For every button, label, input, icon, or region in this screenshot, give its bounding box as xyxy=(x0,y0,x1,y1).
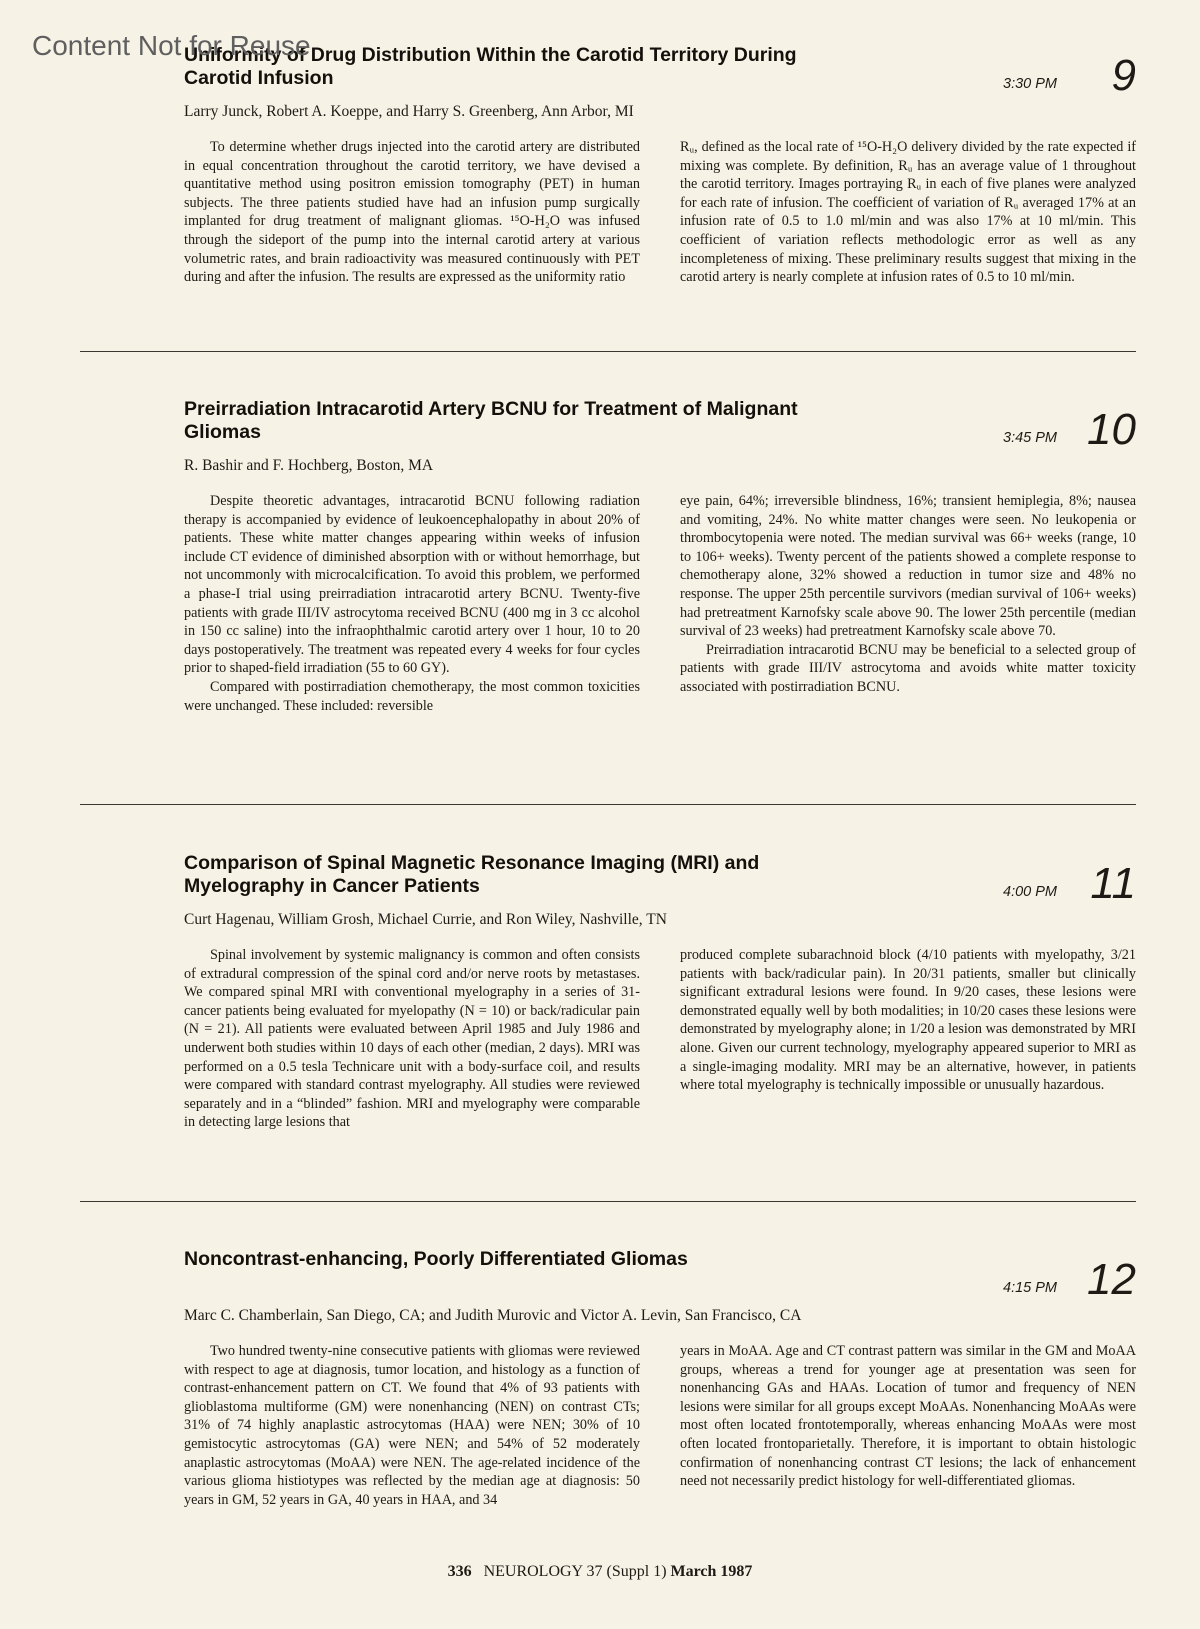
abstract-title: Noncontrast-enhancing, Poorly Differentiated Gliomas xyxy=(184,1248,688,1270)
paragraph: Preirradiation intracarotid BCNU may be beneficial to a selected group of patients with grade III/IV astrocytoma and avoids white matter toxicity associated with postirradiation BCNU. xyxy=(680,641,1136,695)
left-column xyxy=(184,946,640,1132)
section-divider xyxy=(80,1201,1136,1202)
page-footer xyxy=(0,1563,1200,1581)
abstract-title: Preirradiation Intracarotid Artery BCNU for Treatment of Malignant Gliomas xyxy=(184,398,798,443)
abstract-body xyxy=(184,1342,1136,1509)
session-time: 4:00 PM xyxy=(1003,884,1057,900)
left-column xyxy=(184,138,640,287)
abstract-header xyxy=(184,1248,1136,1304)
issue-date: March 1987 xyxy=(670,1563,753,1580)
session-time: 3:45 PM xyxy=(1003,430,1057,446)
abstract-12 xyxy=(184,1248,1136,1509)
right-column xyxy=(680,492,1136,715)
abstract-body xyxy=(184,138,1136,287)
right-column xyxy=(680,1342,1136,1509)
page-number: 336 xyxy=(447,1563,472,1580)
paragraph: years in MoAA. Age and CT contrast pattern was similar in the GM and MoAA groups, whereas a trend for younger age at presentation was seen for nonenhancing GAs and HAAs. Location of tumor and frequency of NEN lesions were similar for all groups except MoAAs. Nonenhancing MoAAs were most often located frontotemporally, whereas enhancing MoAAs were most often located frontoparietally. Therefore, it is important to obtain histologic confirmation of nonenhancing contrast CT lesions; the lack of enhancement need not necessarily predict histology for well-differentiated gliomas. xyxy=(680,1343,1136,1490)
session-time: 3:30 PM xyxy=(1003,76,1057,92)
paragraph: Rᵤ, defined as the local rate of ¹⁵O-H₂O delivery divided by the rate expected if mixing was complete. By definition, Rᵤ has an average value of 1 throughout the carotid territory. Images portraying Rᵤ in each of five planes were analyzed for each rate of infusion. The coefficient of variation of Rᵤ averaged 17% at an infusion rate of 0.5 to 1.0 ml/min and was also 17% at 10 ml/min. This coefficient of variation reflects methodologic error as well as any incompleteness of mixing. These preliminary results suggest that mixing in the carotid artery is nearly complete at infusion rates of 0.5 to 10 ml/min. xyxy=(680,139,1136,286)
abstract-title: Comparison of Spinal Magnetic Resonance Imaging (MRI) and Myelography in Cancer Patients xyxy=(184,852,760,897)
abstract-11 xyxy=(184,852,1136,1132)
abstract-number: 12 xyxy=(1087,1255,1136,1304)
right-column xyxy=(680,138,1136,287)
paragraph: Spinal involvement by systemic malignancy is common and often consists of extradural compression of the spinal cord and/or nerve roots by metastases. We compared spinal MRI with conventional myelography in a series of 31-cancer patients being evaluated for myelopathy (N = 10) or back/radicular pain (N = 21). All patients were evaluated between April 1985 and July 1986 and underwent both studies within 10 days of each other (median, 2 days). MRI was performed on a 0.5 tesla Technicare unit with a body-surface coil, and results were compared with standard contrast myelography. All studies were reviewed separately and in a “blinded” fashion. MRI and myelography were comparable in detecting large lesions that xyxy=(184,947,640,1131)
abstract-header xyxy=(184,398,1136,454)
abstract-authors: R. Bashir and F. Hochberg, Boston, MA xyxy=(184,457,434,474)
abstract-9 xyxy=(184,44,1136,287)
right-column xyxy=(680,946,1136,1132)
paragraph: Compared with postirradiation chemotherapy, the most common toxicities were unchanged. These included: reversible xyxy=(184,678,640,714)
abstract-10 xyxy=(184,398,1136,715)
abstract-body xyxy=(184,946,1136,1132)
paragraph: To determine whether drugs injected into the carotid artery are distributed in equal concentration throughout the carotid territory, we have devised a quantitative method using positron emission tomography (PET) in human subjects. The three patients studied have had an infusion pump surgically implanted for drug treatment of malignant gliomas. ¹⁵O-H₂O was infused through the sideport of the pump into the internal carotid artery at various volumetric rates, and brain radioactivity was measured continuously with PET during and after the infusion. The results are expressed as the uniformity ratio xyxy=(184,139,640,286)
section-divider xyxy=(80,804,1136,805)
paragraph: produced complete subarachnoid block (4/10 patients with myelopathy, 3/21 patients with back/radicular pain). In 20/31 patients, smaller but clinically significant extradural lesions were found. In 9/20 cases, these lesions were demonstrated equally well by both modalities; in 10/20 cases these lesions were demonstrated by myelography alone; in 1/20 a lesion was demonstrated by MRI alone. Given our current technology, myelography appeared superior to MRI as a single-imaging modality. MRI may be an alternative, however, in patients where total myelography is technically impossible or unusually hazardous. xyxy=(680,947,1136,1094)
session-time: 4:15 PM xyxy=(1003,1280,1057,1296)
paragraph: Two hundred twenty-nine consecutive patients with gliomas were reviewed with respect to age at diagnosis, tumor location, and histology as a function of contrast-enhancement pattern on CT. We found that 4% of 93 patients with glioblastoma multiforme (GM) were nonenhancing (NEN) on contrast CTs; 31% of 74 highly anaplastic astrocytomas (HAA) were NEN; 30% of 10 gemistocytic astrocytomas (GA) were NEN; and 54% of 52 moderately anaplastic astrocytomas (MoAA) were NEN. The age-related incidence of the various glioma histiotypes was reflected by the median age at diagnosis: 50 years in GM, 52 years in GA, 40 years in HAA, and 34 xyxy=(184,1343,640,1508)
watermark: Content Not for Reuse xyxy=(32,30,311,61)
paragraph: eye pain, 64%; irreversible blindness, 16%; transient hemiplegia, 8%; nausea and vomiting, 24%. No white matter changes were seen. No leukopenia or thrombocytopenia were noted. The median survival was 66+ weeks (range, 10 to 106+ weeks). Twenty percent of the patients showed a complete response to chemotherapy alone, 32% showed a reduction in tumor size and 48% no response. The upper 25th percentile survivors (median survival of 106+ weeks) had pretreatment Karnofsky scale above 90. The lower 25th percentile (median survival of 23 weeks) had pretreatment Karnofsky scale above 70. xyxy=(680,493,1136,640)
abstract-body xyxy=(184,492,1136,715)
left-column xyxy=(184,1342,640,1509)
journal-name: NEUROLOGY 37 (Suppl 1) xyxy=(483,1563,667,1580)
abstract-header xyxy=(184,44,1136,100)
abstract-number: 11 xyxy=(1090,859,1136,908)
abstract-number: 9 xyxy=(1111,51,1136,100)
left-column xyxy=(184,492,640,715)
abstract-title: Uniformity of Drug Distribution Within the Carotid Territory During Carotid Infusion xyxy=(184,44,797,89)
abstract-header xyxy=(184,852,1136,908)
abstract-authors: Curt Hagenau, William Grosh, Michael Currie, and Ron Wiley, Nashville, TN xyxy=(184,911,667,928)
abstract-number: 10 xyxy=(1087,405,1136,454)
abstract-authors: Marc C. Chamberlain, San Diego, CA; and Judith Murovic and Victor A. Levin, San Francisco, CA xyxy=(184,1307,802,1324)
section-divider xyxy=(80,351,1136,352)
paragraph: Despite theoretic advantages, intracarotid BCNU following radiation therapy is accompanied by evidence of leukoencephalopathy in about 20% of patients. These white matter changes appearing within weeks of infusion include CT evidence of diminished absorption with or without hemorrhage, but not uncommonly with microcalcification. To avoid this problem, we performed a phase-I trial using preirradiation intracarotid artery BCNU. Twenty-five patients with grade III/IV astrocytoma received BCNU (400 mg in 3 cc alcohol in 150 cc saline) into the infraophthalmic carotid artery over 1 hour, 10 to 20 days postoperatively. The treatment was repeated every 4 weeks for four cycles prior to shaped-field irradiation (55 to 60 GY). xyxy=(184,493,640,677)
abstract-authors: Larry Junck, Robert A. Koeppe, and Harry S. Greenberg, Ann Arbor, MI xyxy=(184,103,634,120)
